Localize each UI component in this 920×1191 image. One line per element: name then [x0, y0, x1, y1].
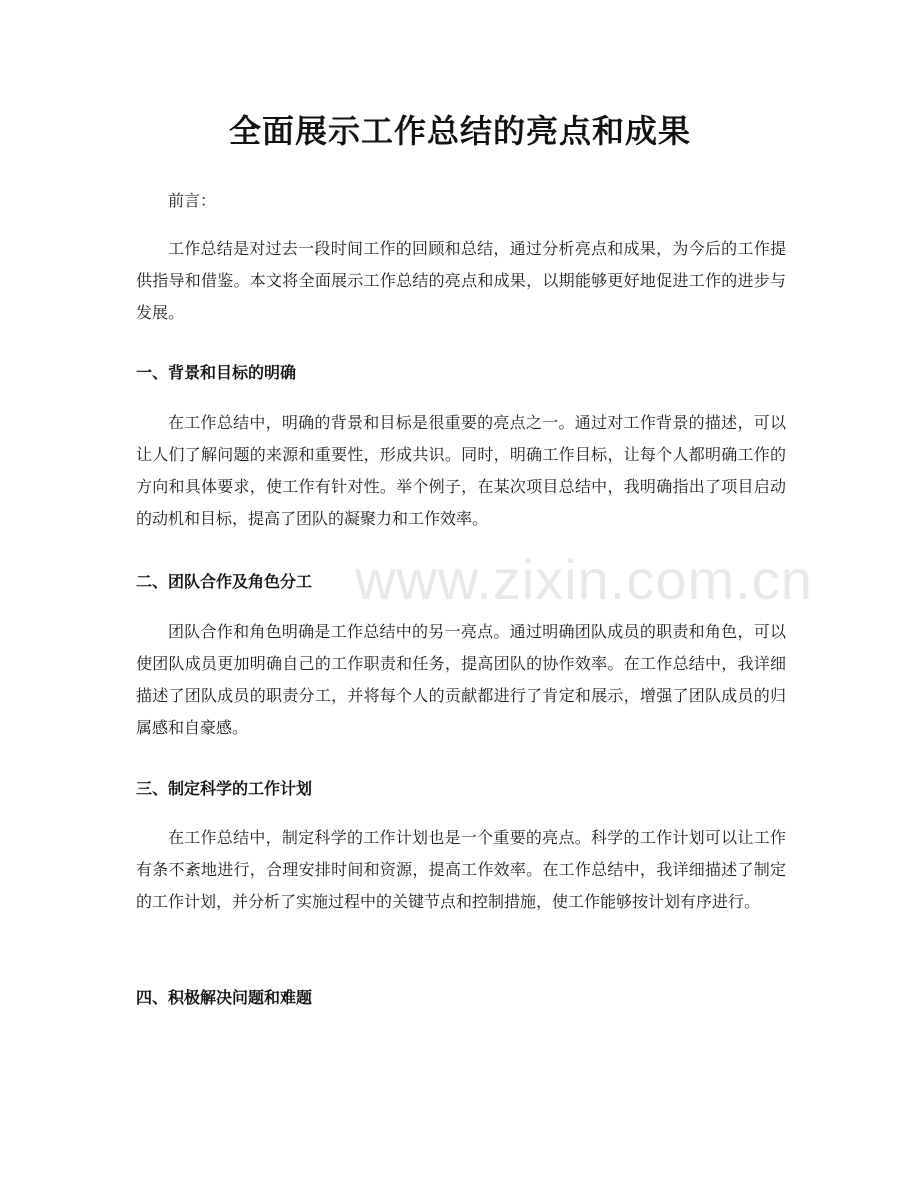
preface-label-paragraph [136, 185, 786, 217]
section-body-2: 团队合作和角色明确是工作总结中的另一亮点。通过明确团队成员的职责和角色，可以使团队成员更加明确自己的工作职责和任务，提高团队的协作效率。在工作总结中，我详细描述了团队成员的职责分工，并将每个人的贡献都进行了肯定和展示，增强了团队成员的归属感和自豪感。 [136, 622, 786, 737]
section-heading-4: 四、积极解决问题和难题 [136, 988, 313, 1007]
section-heading-1: 一、背景和目标的明确 [136, 363, 297, 382]
intro-paragraph: 工作总结是对过去一段时间工作的回顾和总结，通过分析亮点和成果，为今后的工作提供指导和借鉴。本文将全面展示工作总结的亮点和成果，以期能够更好地促进工作的进步与发展。 [136, 239, 786, 322]
section-heading-3: 三、制定科学的工作计划 [136, 779, 313, 798]
page-title: 全面展示工作总结的亮点和成果 [228, 112, 691, 150]
preface-label: 前言： [168, 191, 217, 210]
section-heading-2: 二、团队合作及角色分工 [136, 572, 313, 591]
section-body-3: 在工作总结中，制定科学的工作计划也是一个重要的亮点。科学的工作计划可以让工作有条不紊地进行，合理安排时间和资源，提高工作效率。在工作总结中，我详细描述了制定的工作计划，并分析了实施过程中的关键节点和控制措施，使工作能够按计划有序进行。 [136, 828, 786, 911]
section-body-1: 在工作总结中，明确的背景和目标是很重要的亮点之一。通过对工作背景的描述，可以让人们了解问题的来源和重要性，形成共识。同时，明确工作目标，让每个人都明确工作的方向和具体要求，使工作有针对性。举个例子，在某次项目总结中，我明确指出了项目启动的动机和目标，提高了团队的凝聚力和工作效率。 [136, 413, 786, 528]
watermark: www.zixin.com.cn [355, 548, 813, 611]
